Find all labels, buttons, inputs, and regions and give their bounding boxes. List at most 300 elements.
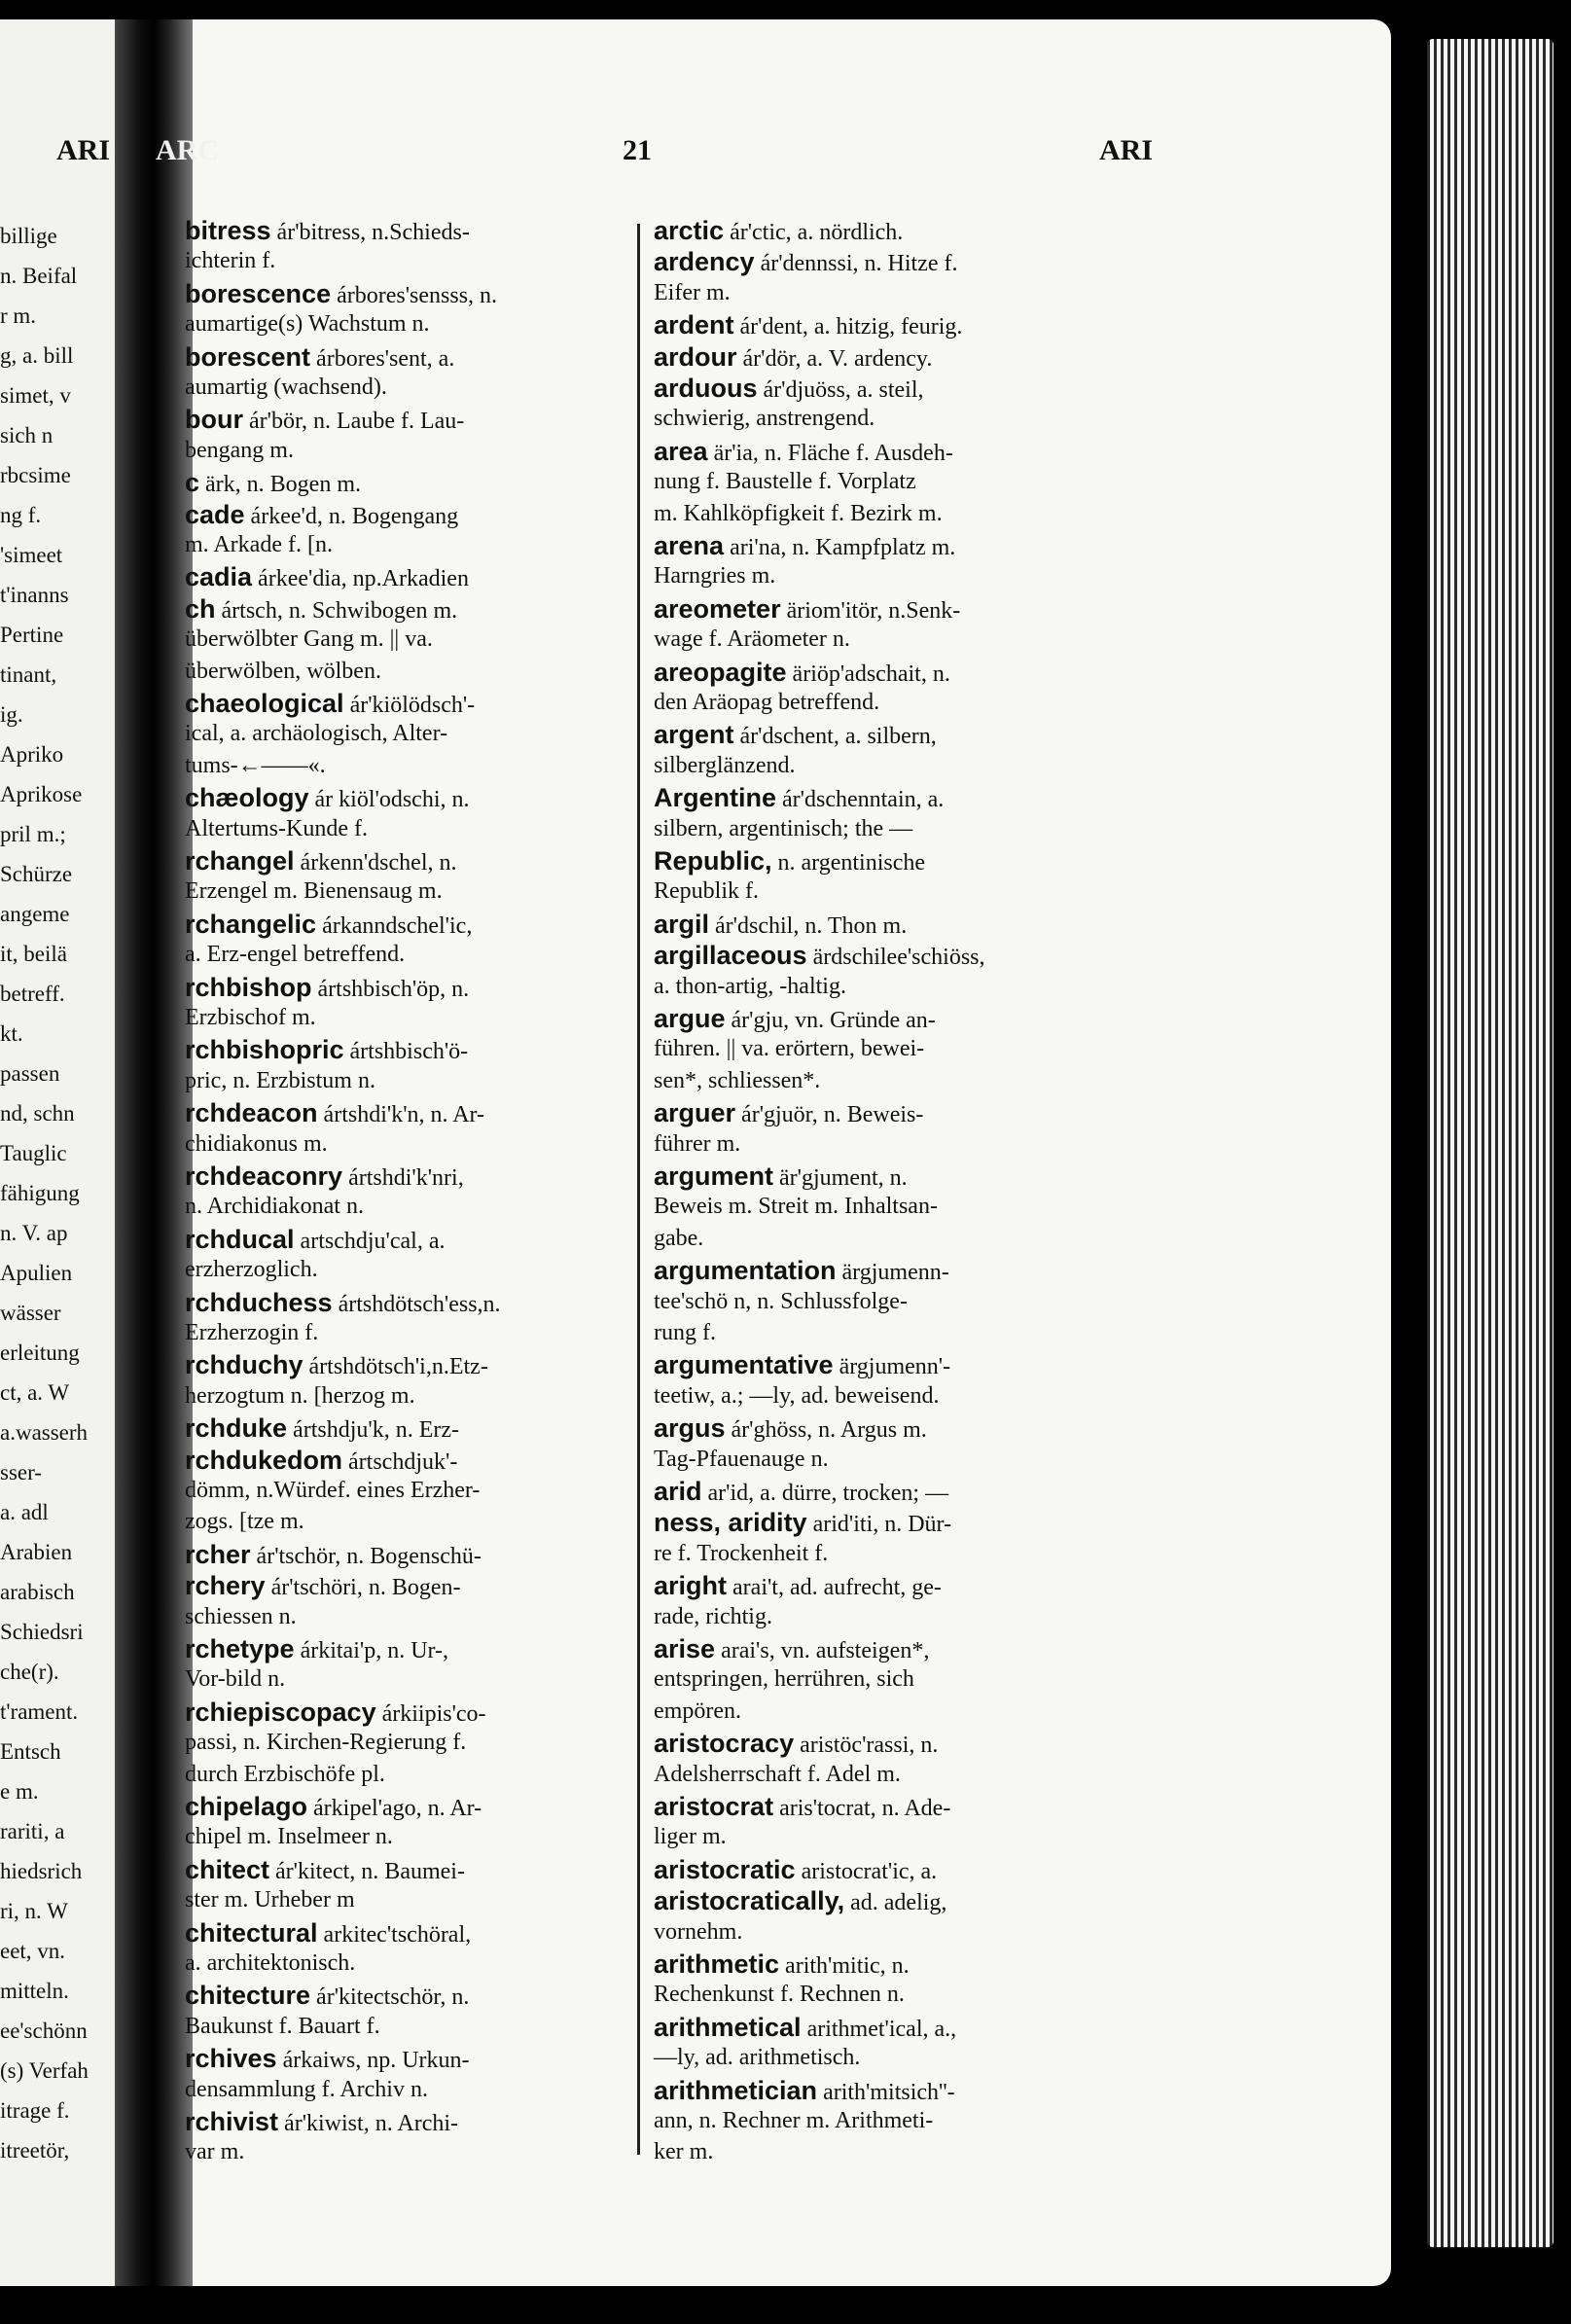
entry-headword: rchdukedom	[185, 1445, 343, 1475]
dictionary-line	[654, 2012, 957, 2042]
entry-text: Adelsherrschaft f. Adel m.	[654, 1761, 901, 1787]
dictionary-line	[185, 785, 469, 811]
entry-text: ärdschilee'schiöss,	[812, 945, 985, 971]
entry-text: ár'tschör, n. Bogenschü-	[256, 1543, 482, 1569]
left-page-line: n. Beifal	[0, 264, 78, 288]
entry-headword: ch	[185, 593, 216, 624]
left-page-line: ig.	[0, 702, 23, 727]
book-gutter	[115, 19, 193, 2286]
dictionary-line	[185, 660, 381, 683]
entry-headword: rchery	[185, 1571, 266, 1601]
entry-text: aumartige(s) Wachstum n.	[185, 311, 430, 338]
entry-text: überwölben, wölben.	[185, 658, 381, 684]
left-page-line: simet, v	[0, 383, 71, 408]
dictionary-line	[654, 1321, 716, 1344]
dictionary-line	[654, 1163, 908, 1190]
entry-text: a. Erz-engel betreffend.	[185, 942, 406, 968]
entry-text: ár'dent, a. hitzig, feurig.	[739, 314, 963, 340]
entry-text: ár'kiölödsch'-	[349, 693, 476, 718]
entry-text: schwierig, anstrengend.	[654, 406, 875, 432]
dictionary-line	[185, 1573, 461, 1599]
dictionary-line	[185, 1731, 466, 1754]
entry-headword: ardency	[654, 247, 755, 277]
entry-text: gabe.	[654, 1225, 704, 1251]
entry-text: herzogtum n. [herzog m.	[185, 1382, 415, 1409]
dictionary-line	[654, 218, 903, 244]
page-edge	[1427, 39, 1553, 2247]
dictionary-line	[185, 909, 473, 939]
dictionary-line	[185, 848, 456, 875]
entry-text: árkitai'p, n. Ur-,	[300, 1638, 449, 1663]
dictionary-line	[185, 533, 333, 556]
entry-headword: argument	[654, 1162, 774, 1191]
entry-headword: ardent	[654, 310, 734, 340]
dictionary-line	[185, 470, 361, 496]
entry-headword: rchbishop	[185, 972, 312, 1002]
left-page-line: fähigung	[0, 1181, 80, 1205]
dictionary-line	[185, 407, 464, 433]
entry-text: m. Kahlköpfigkeit f. Bezirk m.	[654, 500, 943, 526]
entry-text: aris'tocrat, n. Ade-	[779, 1796, 951, 1821]
left-page-line: sser-	[0, 1460, 42, 1484]
entry-text: arith'mitic, n.	[785, 1953, 910, 1979]
dictionary-line	[185, 1699, 486, 1726]
left-page-line: ri, n. W	[0, 1899, 68, 1923]
entry-text: árkipel'ago, n. Ar-	[313, 1796, 482, 1821]
entry-headword: argumentative	[654, 1350, 834, 1380]
entry-headword: argue	[654, 1004, 726, 1033]
dictionary-line	[185, 1888, 355, 1912]
left-page-line: g, a. bill	[0, 343, 74, 368]
entry-text: überwölbter Gang m. || va.	[185, 626, 433, 653]
entry-text: Erzbischof m.	[185, 1005, 316, 1030]
entry-text: ár'ctic, a. nördlich.	[730, 220, 904, 245]
entry-text: arai't, ad. aufrecht, ge-	[732, 1575, 942, 1601]
entry-headword: c	[185, 468, 200, 498]
dictionary-line	[185, 1983, 469, 2009]
entry-headword: arduous	[654, 374, 758, 403]
left-page-line: a. adl	[0, 1500, 49, 1524]
dictionary-line	[185, 2078, 428, 2101]
entry-headword: chaeological	[185, 689, 344, 718]
dictionary-line	[185, 1854, 465, 1884]
dictionary-line	[185, 1258, 318, 1281]
dictionary-line	[185, 1100, 484, 1126]
dictionary-line	[185, 1667, 285, 1691]
dictionary-line	[654, 1951, 910, 1978]
entry-text: arithmet'ical, a.,	[806, 2016, 957, 2042]
left-page-line: angeme	[0, 902, 70, 926]
entry-text: arkitec'tschöral,	[323, 1921, 472, 1948]
dictionary-line	[185, 817, 368, 840]
entry-text: durch Erzbischöfe pl.	[185, 1761, 385, 1787]
entry-text: chipel m. Inselmeer n.	[185, 1824, 393, 1850]
entry-text: Eifer m.	[654, 279, 731, 305]
dictionary-line	[185, 312, 430, 336]
entry-text: teetiw, a.; —ly, ad. beweisend.	[654, 1382, 940, 1409]
dictionary-line	[654, 1573, 942, 1599]
dictionary-line	[185, 1636, 448, 1663]
entry-text: Harngries m.	[654, 563, 776, 590]
dictionary-line	[654, 909, 908, 939]
dictionary-line	[654, 1069, 820, 1092]
entry-text: bengang m.	[185, 437, 294, 463]
entry-text: empören.	[654, 1698, 741, 1724]
dictionary-line	[185, 1006, 316, 1029]
dictionary-line	[654, 312, 962, 339]
entry-text: schiessen n.	[185, 1603, 297, 1629]
entry-text: ár'dschenntain, a.	[782, 787, 945, 813]
entry-text: aristocrat'ic, a.	[801, 1858, 938, 1884]
entry-text: árkaiws, np. Urkun-	[282, 2048, 470, 2074]
entry-text: ärgjumenn-	[841, 1260, 949, 1286]
entry-text: Vor-bild n.	[185, 1666, 286, 1693]
entry-text: ártshdi'k'nri,	[348, 1165, 464, 1191]
entry-text: Erzengel m. Bienensaug m.	[185, 878, 443, 905]
entry-headword: rchangel	[185, 846, 295, 876]
left-page-line: Apulien	[0, 1261, 73, 1285]
entry-text: führen. || va. erörtern, bewei-	[654, 1036, 925, 1062]
dictionary-line	[654, 1195, 938, 1218]
dictionary-line	[185, 691, 475, 717]
dictionary-line	[654, 754, 796, 777]
dictionary-line	[185, 341, 455, 372]
entry-text: silbern, argentinisch; the —	[654, 815, 913, 841]
entry-headword: area	[654, 436, 708, 466]
dictionary-line	[654, 1352, 950, 1378]
entry-headword: arithmetician	[654, 2075, 818, 2105]
entry-text: är'ia, n. Fläche f. Ausdeh-	[713, 440, 953, 466]
entry-text: ár'gju, vn. Gründe an-	[731, 1008, 936, 1033]
dictionary-line	[654, 436, 953, 466]
entry-headword: arguer	[654, 1098, 736, 1128]
dictionary-line	[654, 1636, 929, 1663]
dictionary-line	[185, 1445, 458, 1475]
left-page-line: a.wasserh	[0, 1420, 89, 1445]
dictionary-line	[654, 1794, 950, 1820]
entry-headword: rchives	[185, 2044, 277, 2074]
left-page-line: che(r).	[0, 1660, 59, 1684]
dictionary-line	[185, 2046, 470, 2072]
dictionary-line	[185, 499, 459, 529]
left-page-line: Schiedsri	[0, 1620, 84, 1644]
dictionary-line	[654, 407, 875, 430]
entry-headword: aristocratic	[654, 1854, 796, 1884]
left-page-line: wässer	[0, 1301, 61, 1325]
left-page-line: kt.	[0, 1021, 23, 1046]
left-page-line: eet, vn.	[0, 1939, 66, 1963]
entry-text: ár'kitectschör, n.	[316, 1984, 470, 2011]
dictionary-line	[185, 1794, 482, 1820]
entry-headword: argil	[654, 909, 710, 939]
dictionary-line	[654, 1448, 829, 1471]
entry-text: ár kiöl'odschi, n.	[314, 787, 470, 813]
entry-headword: rchbishopric	[185, 1035, 344, 1065]
dictionary-line	[185, 1951, 355, 1975]
dictionary-line	[185, 2109, 458, 2135]
entry-headword: rchduchy	[185, 1350, 303, 1380]
entry-text: rade, richtig.	[654, 1603, 772, 1629]
entry-headword: rcher	[185, 1539, 251, 1569]
entry-text: Baukunst f. Bauart f.	[185, 2013, 380, 2039]
entry-text: a. thon-artig, -haltig.	[654, 973, 846, 999]
entry-text: árkiipis'co-	[381, 1700, 486, 1727]
dictionary-line	[654, 1100, 923, 1126]
dictionary-line	[654, 975, 846, 998]
left-page-line: (s) Verfah	[0, 2058, 89, 2083]
dictionary-line	[654, 1510, 951, 1536]
left-page-line: t'rament.	[0, 1699, 79, 1724]
dictionary-line	[654, 564, 775, 588]
left-page-line: arabisch	[0, 1580, 75, 1604]
entry-text: árbores'sensss, n.	[337, 282, 498, 308]
dictionary-line	[654, 1479, 948, 1505]
entry-text: n. argentinische	[777, 850, 926, 876]
entry-text: ster m. Urheber m	[185, 1887, 355, 1913]
dictionary-line	[654, 1763, 901, 1786]
entry-text: silberglänzend.	[654, 752, 796, 778]
dictionary-line	[185, 943, 405, 966]
entry-headword: argillaceous	[654, 941, 807, 971]
dictionary-line	[654, 1667, 914, 1691]
entry-text: ártshbisch'öp, n.	[317, 976, 470, 1002]
entry-text: var m.	[185, 2139, 245, 2165]
dictionary-line	[185, 1510, 304, 1533]
dictionary-line	[185, 972, 470, 1002]
dictionary-line	[654, 943, 985, 969]
dictionary-line	[654, 1605, 772, 1628]
left-page-line: nd, schn	[0, 1101, 75, 1126]
dictionary-line	[185, 593, 458, 624]
dictionary-line	[654, 817, 912, 840]
entry-text: ártshbisch'ö-	[349, 1039, 469, 1065]
entry-text: densammlung f. Archiv n.	[185, 2076, 428, 2102]
entry-headword: cadia	[185, 562, 253, 592]
entry-headword: rchdeaconry	[185, 1162, 343, 1191]
entry-text: ártschdjuk'-	[348, 1448, 458, 1475]
entry-headword: arithmetic	[654, 1949, 780, 1979]
entry-headword: areopagite	[654, 657, 787, 687]
left-page-header: ARI	[56, 134, 111, 166]
entry-headword: chitecture	[185, 1981, 311, 2011]
dictionary-line	[654, 1699, 741, 1723]
entry-headword: rchducal	[185, 1224, 295, 1254]
entry-text: erzherzoglich.	[185, 1257, 318, 1283]
entry-headword: aristocratically,	[654, 1886, 845, 1916]
entry-text: —ly, ad. arithmetisch.	[654, 2045, 861, 2071]
entry-text: tums-←——«.	[185, 752, 326, 778]
entry-text: rung f.	[654, 1320, 716, 1345]
entry-text: sen*, schliessen*.	[654, 1067, 821, 1093]
dictionary-line	[185, 1479, 480, 1502]
entry-text: tee'schö n, n. Schlussfolge-	[654, 1288, 908, 1314]
entry-text: ical, a. archäologisch, Alter-	[185, 721, 448, 747]
left-page-line: billige	[0, 224, 57, 248]
entry-headword: chæology	[185, 783, 309, 813]
entry-headword: bitress	[185, 216, 271, 245]
dictionary-line	[654, 848, 925, 875]
entry-headword: ardour	[654, 341, 737, 372]
entry-text: Rechenkunst f. Rechnen n.	[654, 1982, 905, 2008]
entry-headword: aristocracy	[654, 1729, 795, 1759]
page-code-left: ARC	[156, 134, 219, 166]
left-page-line: rbcsime	[0, 463, 71, 487]
entry-text: är'gjument, n.	[779, 1165, 908, 1191]
dictionary-line	[654, 2140, 713, 2163]
entry-text: Tag-Pfauenauge n.	[654, 1446, 829, 1472]
entry-headword: chitect	[185, 1854, 270, 1884]
dictionary-line	[654, 691, 879, 714]
entry-text: ár'bör, n. Laube f. Lau-	[249, 409, 465, 435]
dictionary-line	[185, 278, 498, 308]
dictionary-line	[654, 593, 961, 624]
entry-text: ár'gjuör, n. Beweis-	[741, 1102, 924, 1128]
left-page-line: Aprikose	[0, 782, 83, 806]
entry-text: ártshdi'k'n, n. Ar-	[323, 1102, 485, 1128]
dictionary-line	[654, 2046, 860, 2069]
entry-headword: borescent	[185, 341, 311, 372]
entry-text: a. architektonisch.	[185, 1950, 356, 1976]
entry-text: ichterin f.	[185, 248, 276, 274]
entry-text: dömm, n.Würdef. eines Erzher-	[185, 1478, 481, 1503]
left-page-line: Apriko	[0, 742, 64, 767]
entry-text: ärgjumenn'-	[839, 1354, 951, 1380]
dictionary-line	[185, 1917, 472, 1948]
entry-text: ár'dör, a. V. ardency.	[742, 345, 933, 372]
entry-text: ari'na, n. Kampfplatz m.	[730, 535, 956, 560]
left-page-line: Schürze	[0, 862, 73, 886]
dictionary-line	[654, 1920, 742, 1944]
entry-text: árkee'dia, np.Arkadien	[258, 566, 469, 592]
dictionary-line	[654, 722, 937, 748]
entry-text: ann, n. Rechner m. Arithmeti-	[654, 2108, 934, 2133]
dictionary-line	[654, 533, 955, 559]
dictionary-line	[654, 1731, 938, 1757]
entry-headword: ness, aridity	[654, 1508, 807, 1538]
entry-headword: rchivist	[185, 2107, 279, 2136]
dictionary-line	[654, 1132, 740, 1156]
dictionary-line	[185, 218, 470, 244]
entry-text: arai's, vn. aufsteigen*,	[721, 1638, 930, 1663]
entry-headword: argus	[654, 1413, 726, 1444]
entry-headword: rchetype	[185, 1634, 295, 1663]
entry-text: äriom'itör, n.Senk-	[786, 597, 961, 624]
entry-text: ár'kiwist, n. Archi-	[284, 2111, 459, 2136]
dictionary-line	[185, 439, 294, 462]
left-page-line: 'simeet	[0, 543, 63, 567]
left-page-line: rariti, a	[0, 1819, 65, 1843]
entry-text: ar'id, a. dürre, trocken; —	[707, 1481, 949, 1506]
left-page-line: Tauglic	[0, 1141, 67, 1165]
entry-headword: arid	[654, 1477, 702, 1506]
entry-text: árkee'd, n. Bogengang	[250, 503, 459, 529]
entry-text: ár'djuöss, a. steil,	[763, 377, 924, 403]
dictionary-line	[185, 1415, 459, 1442]
dictionary-line	[654, 1227, 703, 1250]
entry-text: aumartig (wachsend).	[185, 375, 387, 400]
entry-text: vornehm.	[654, 1918, 743, 1945]
entry-text: artschdju'cal, a.	[300, 1228, 446, 1254]
entry-text: aristöc'rassi, n.	[800, 1733, 939, 1759]
left-page-line: n. V. ap	[0, 1221, 68, 1245]
dictionary-line	[185, 1287, 501, 1317]
dictionary-line	[185, 564, 469, 590]
left-page-line: ee'schönn	[0, 2019, 88, 2043]
left-page-line: itreetör,	[0, 2138, 70, 2163]
dictionary-line	[185, 375, 387, 399]
entry-text: árbores'sent, a.	[316, 345, 455, 372]
dictionary-line	[654, 1983, 905, 2006]
left-page-line: itrage f.	[0, 2098, 70, 2123]
entry-text: ärk, n. Bogen m.	[205, 472, 362, 498]
dictionary-line	[185, 1321, 318, 1344]
entry-headword: argumentation	[654, 1256, 837, 1286]
entry-headword: areometer	[654, 593, 781, 624]
entry-text: ad. adelig,	[850, 1890, 947, 1916]
entry-text: árkenn'dschel, n.	[300, 850, 457, 876]
entry-headword: chitectural	[185, 1917, 318, 1948]
entry-headword: arena	[654, 531, 725, 560]
dictionary-line	[654, 375, 923, 402]
entry-text: passi, n. Kirchen-Regierung f.	[185, 1730, 467, 1756]
dictionary-line	[185, 249, 275, 272]
entry-headword: bour	[185, 405, 243, 435]
left-page-line: Arabien	[0, 1540, 73, 1564]
entry-text: nung f. Baustelle f. Vorplatz	[654, 469, 916, 495]
left-page-line: e m.	[0, 1779, 39, 1804]
entry-text: ár'kitect, n. Baumei-	[275, 1858, 465, 1884]
entry-text: ár'bitress, n.Schieds-	[276, 220, 470, 245]
entry-text: pric, n. Erzbistum n.	[185, 1067, 375, 1093]
entry-headword: chipelago	[185, 1792, 308, 1821]
dictionary-line	[185, 2140, 244, 2163]
entry-headword: arise	[654, 1634, 716, 1663]
dictionary-line	[185, 1224, 446, 1254]
dictionary-line	[185, 2015, 380, 2038]
entry-text: zogs. [tze m.	[185, 1509, 304, 1535]
entry-text: m. Arkade f. [n.	[185, 532, 333, 557]
dictionary-line	[654, 657, 950, 687]
entry-headword: rchduke	[185, 1413, 288, 1444]
dictionary-line	[654, 1888, 946, 1914]
entry-text: ár'dschil, n. Thon m.	[715, 912, 908, 939]
dictionary-line	[654, 502, 943, 525]
entry-text: Beweis m. Streit m. Inhaltsan-	[654, 1194, 938, 1220]
dictionary-line	[654, 1854, 938, 1884]
entry-text: Erzherzogin f.	[185, 1320, 319, 1345]
dictionary-line	[185, 722, 447, 745]
dictionary-line	[185, 1763, 385, 1786]
dictionary-line	[654, 281, 731, 304]
left-page-line: t'inanns	[0, 583, 69, 607]
dictionary-line	[185, 1132, 328, 1156]
left-page-line: pril m.;	[0, 822, 66, 846]
left-page-line: ct, a. W	[0, 1380, 70, 1405]
dictionary-line	[654, 1415, 927, 1442]
dictionary-line	[654, 2109, 933, 2132]
entry-text: arith'mitsich''-	[823, 2079, 955, 2105]
entry-headword: rchiepiscopacy	[185, 1697, 376, 1727]
entry-headword: argent	[654, 720, 734, 750]
dictionary-line	[654, 1825, 727, 1848]
entry-text: führer m.	[654, 1130, 741, 1157]
dictionary-line	[185, 1539, 482, 1569]
entry-text: arid'iti, n. Dür-	[812, 1512, 952, 1538]
dictionary-line	[654, 1037, 924, 1060]
dictionary-line	[185, 1163, 464, 1190]
page-number: 21	[623, 134, 652, 166]
left-page-line: tinant,	[0, 662, 57, 687]
